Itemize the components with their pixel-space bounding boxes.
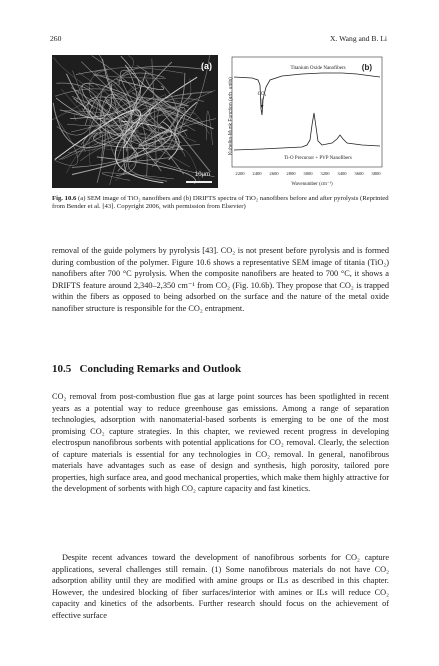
drifts-spectra-panel	[222, 55, 386, 188]
x-tick-label: 3400	[337, 171, 347, 176]
x-tick-label: 2800	[286, 171, 296, 176]
x-tick-labels	[235, 171, 381, 176]
x-tick-label: 2400	[252, 171, 262, 176]
panel-a-label: (a)	[201, 61, 212, 71]
figure-caption	[52, 195, 389, 212]
page-header	[50, 34, 387, 46]
y-axis-label: Kubelka-Munk Function (arb. units)	[228, 77, 234, 155]
x-tick-label: 3600	[354, 171, 364, 176]
bottom-trace	[234, 113, 380, 150]
running-head-authors: X. Wang and B. Li	[329, 34, 387, 43]
x-tick-label: 3800	[371, 171, 381, 176]
top-trace-label: Titanium Oxide Nanofibers	[290, 66, 346, 71]
section-heading: 10.5 Concluding Remarks and Outlook	[52, 363, 242, 375]
drifts-chart	[222, 55, 386, 188]
caption-text: (a) SEM image of TiO₂ nanofibers and (b) DRIFTS spectra of TiO₂ nanofibers before and after pyrolysis (Reprinted from Bender et al. [43]. Copyright 2006, with permission from Elsevier)	[52, 195, 389, 211]
x-axis-label: Wavenumber (cm⁻¹)	[291, 182, 333, 187]
scale-bar-label: 10μm	[194, 172, 210, 178]
nanofiber-strand	[102, 173, 174, 181]
bottom-trace-label: Ti-O Precursor + PVP Nanofibers	[284, 156, 352, 161]
page-number: 260	[50, 34, 62, 43]
paragraph-concluding-2: Despite recent advances toward the development of nanofibrous sorbents for CO₂ capture applications, several challenges still remain. (1) Some nanofibrous materials do not have CO₂ adsorption ability until they are modified with amine groups or ILs as described in this chapter. However, the undesired blocking of fiber surfaces/interior with amines or ILs will reduce CO₂ capacity and kinetics of the adsorbents. Further research should focus on the achievement of effective surface	[52, 553, 389, 620]
sem-nanofiber-image	[52, 55, 218, 188]
co2-peak-label: CO₂	[257, 92, 267, 97]
x-tick-label: 2200	[235, 171, 245, 176]
top-trace	[234, 73, 380, 115]
panel-b-label: (b)	[361, 63, 372, 72]
x-tick-label: 2600	[269, 171, 279, 176]
paragraph-pyrolysis: removal of the guide polymers by pyrolysis [43]. CO₂ is not present before pyrolysis and is formed during combustion of the polymer. Figure 10.6 shows a representative SEM image of titania (TiO₂) nanofibers after 700 °C pyrolysis. When the composite nanofibers are heated to 700 °C, it shows a DRIFTS feature around 2,340–2,350 cm⁻¹ from CO₂ (Fig. 10.6b). They propose that CO₂ is trapped within the fibers as opposed to being adsorbed on the surface and the nature of the metal oxide nanofiber structure is responsible for the CO₂ entrapment.	[52, 246, 389, 313]
x-tick-label: 3000	[303, 171, 313, 176]
caption-label: Fig. 10.6	[52, 195, 77, 202]
paragraph-concluding-1: CO₂ removal from post-combustion flue gas at large point sources has been spotlighted in recent years as a potential way to reduce greenhouse gas emissions. Among a range of separation technologies, adsorption with nanomaterial-based sorbents is emerging to be one of the most promising CO₂ capture strategies. In this chapter, we reviewed recent progress in developing electrospun nanofibrous sorbents with potential applications for CO₂ removal. Clearly, the selection of capture materials is essential for any technologies in CO₂ removal. In general, nanofibrous materials have advantages such as ease of design and synthesis, high porosity, tailored pore properties, high surface area, and good mechanical properties, which make them highly attractive for the development of sorbents with high CO₂ capture capacity and fast kinetics.	[52, 392, 389, 493]
x-tick-label: 3200	[320, 171, 330, 176]
sem-image-panel	[52, 55, 218, 188]
scale-bar	[186, 181, 212, 183]
figure-10-6	[52, 55, 386, 188]
